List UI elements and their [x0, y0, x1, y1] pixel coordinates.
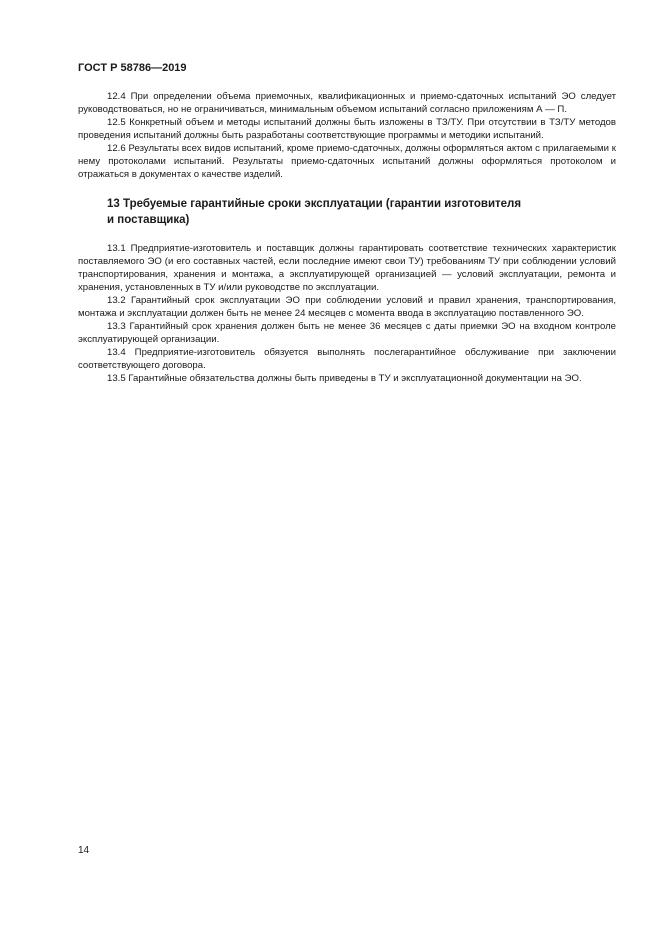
- page-number: 14: [78, 845, 90, 856]
- document-body: [78, 90, 616, 385]
- paragraph-12-4: 12.4 При определении объема приемочных, квалификационных и приемо-сдаточных испытаний ЭО следует руководствоваться, но не ограничиваться, минимальным объемом испытаний согласно приложениям А — П.: [78, 91, 616, 115]
- paragraph-13-5: 13.5 Гарантийные обязательства должны быть приведены в ТУ и эксплуатационной документации на ЭО.: [107, 373, 582, 384]
- paragraph-13-4: 13.4 Предприятие-изготовитель обязуется выполнять послегарантийное обслуживание при заключении соответствующего договора.: [78, 347, 616, 371]
- paragraph-13-3: 13.3 Гарантийный срок хранения должен быть не менее 36 месяцев с даты приемки ЭО на входном контроле эксплуатирующей организации.: [78, 321, 616, 345]
- section-13-heading-line1: 13 Требуемые гарантийные сроки эксплуатации (гарантии изготовителя: [107, 198, 522, 210]
- section-13-heading-line2: и поставщика): [107, 214, 190, 226]
- paragraph-12-5: 12.5 Конкретный объем и методы испытаний должны быть изложены в ТЗ/ТУ. При отсутствии в ТЗ/ТУ методов проведения испытаний должны быть разработаны соответствующие программы и методики испытаний.: [78, 117, 616, 141]
- section-13-heading: [78, 196, 616, 228]
- document-code: ГОСТ Р 58786—2019: [78, 62, 187, 74]
- paragraph-12-6: 12.6 Результаты всех видов испытаний, кроме приемо-сдаточных, должны оформляться актом с прилагаемыми к нему протоколами испытаний. Результаты приемо-сдаточных испытаний должны оформляться протоколом и отражаться в документах о качестве изделий.: [78, 143, 616, 180]
- paragraph-13-1: 13.1 Предприятие-изготовитель и поставщик должны гарантировать соответствие технических характеристик поставляемого ЭО (и его составных частей, если последние имеют свои ТУ) требованиям ТУ при соблюдении условий транспортирования, хранения и монтажа, а эксплуатирующей организацией — условий эксплуатации, ремонта и хранения, установленных в ТУ и/или руководстве по эксплуатации.: [78, 243, 616, 293]
- paragraph-13-2: 13.2 Гарантийный срок эксплуатации ЭО при соблюдении условий и правил хранения, транспортирования, монтажа и эксплуатации должен быть не менее 24 месяцев с момента ввода в эксплуатацию поставленного ЭО.: [78, 295, 616, 319]
